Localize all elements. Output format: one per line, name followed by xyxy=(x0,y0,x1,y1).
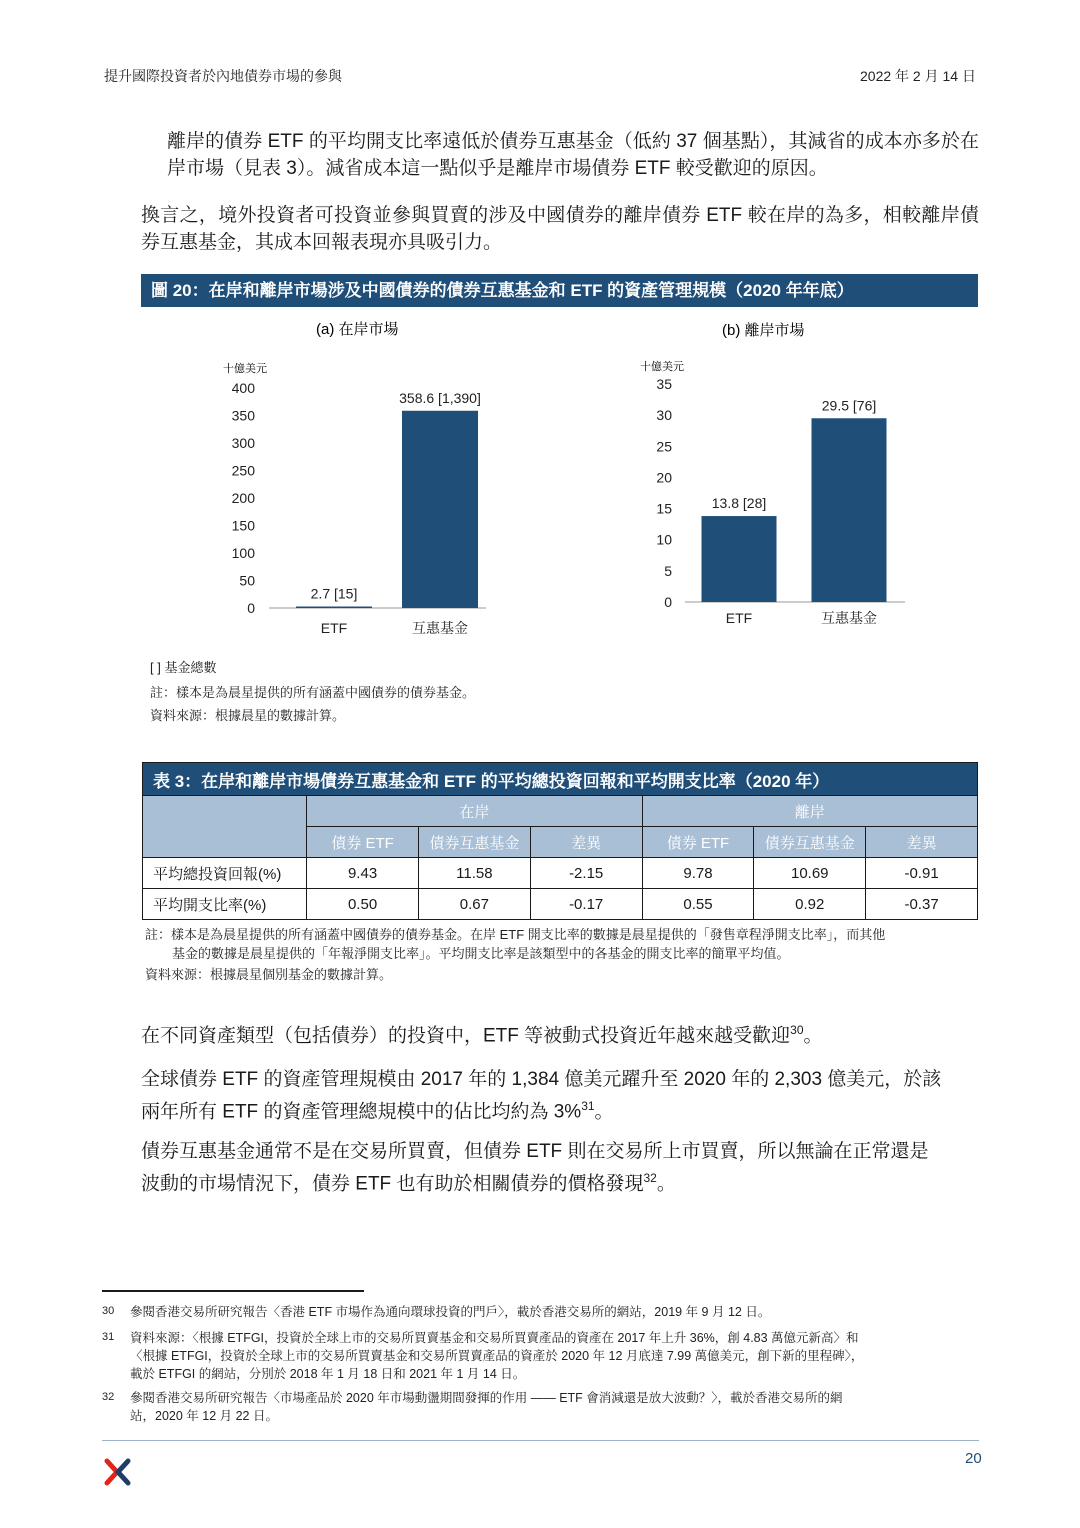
x-category-label: ETF xyxy=(320,620,348,636)
table-cell: 0.50 xyxy=(307,889,419,920)
y-tick-label: 150 xyxy=(231,517,255,534)
bar-1 xyxy=(296,607,372,609)
footnote-number: 30 xyxy=(102,1305,115,1317)
footnote-ref-31: 31 xyxy=(581,1099,595,1113)
footer-rule xyxy=(102,1440,979,1441)
x-category-label: 互惠基金 xyxy=(412,620,468,636)
table-cell: -0.37 xyxy=(866,889,978,920)
table-group-onshore: 在岸 xyxy=(307,796,642,827)
bar-2 xyxy=(402,411,478,608)
footnote-separator xyxy=(102,1290,364,1292)
figure-note: 註：樣本是為晨星提供的所有涵蓋中國債券的債券基金。 xyxy=(150,685,476,700)
y-tick-label: 5 xyxy=(664,562,672,579)
running-header-title: 提升國際投資者於內地債券市場的參與 xyxy=(104,68,342,84)
bar-data-label: 2.7 [15] xyxy=(310,585,358,602)
table-cell: 10.69 xyxy=(754,858,866,889)
paragraph-5 xyxy=(141,1138,928,1197)
table-col-header: 債券互惠基金 xyxy=(754,827,866,858)
chart-offshore xyxy=(560,312,980,642)
footnote-ref-32: 32 xyxy=(643,1171,657,1185)
paragraph-4-line-2: 兩年所有 ETF 的資產管理總規模中的佔比均約為 3% xyxy=(141,1101,582,1123)
table-cell: -0.91 xyxy=(866,858,978,889)
table-cell: 0.55 xyxy=(642,889,754,920)
table-cell: 9.78 xyxy=(642,858,754,889)
table-group-offshore: 離岸 xyxy=(642,796,977,827)
table-row xyxy=(143,889,978,920)
y-tick-label: 50 xyxy=(239,572,255,589)
table-col-header: 債券互惠基金 xyxy=(418,827,530,858)
running-header-date: 2022 年 2 月 14 日 xyxy=(860,68,976,84)
table-corner-cell xyxy=(143,796,307,858)
chart-a-title: (a) 在岸市場 xyxy=(316,321,399,338)
y-tick-label: 300 xyxy=(231,435,255,451)
figure-legend-note: [ ] 基金總數 xyxy=(150,660,217,675)
y-tick-label: 30 xyxy=(656,407,672,424)
paragraph-5-end: 。 xyxy=(656,1173,676,1195)
table-col-header: 債券 ETF xyxy=(642,827,754,858)
y-tick-label: 10 xyxy=(656,531,672,548)
paragraph-4-line-1: 全球債券 ETF 的資產管理規模由 2017 年的 1,384 億美元躍升至 2020 年的 2,303 億美元，於該 xyxy=(141,1069,942,1090)
y-tick-label: 350 xyxy=(231,407,255,424)
table-row xyxy=(143,858,978,889)
paragraph-2: 換言之，境外投資者可投資並參與買賣的涉及中國債券的離岸債券 ETF 較在岸的為多，相較離岸債券互惠基金，其成本回報表現亦具吸引力。 xyxy=(141,205,979,253)
chart-onshore xyxy=(141,312,561,652)
y-tick-label: 400 xyxy=(231,380,255,396)
table-cell: 0.67 xyxy=(418,889,530,920)
y-tick-label: 250 xyxy=(231,462,255,479)
figure-20-title: 圖 20：在岸和離岸市場涉及中國債券的債券互惠基金和 ETF 的資產管理規模（2020 年年底） xyxy=(141,274,978,307)
y-tick-label: 0 xyxy=(247,600,255,616)
bar-2 xyxy=(812,418,887,602)
table-row-label: 平均總投資回報(%) xyxy=(143,858,307,889)
hkex-logo-icon xyxy=(104,1458,132,1490)
footnote-31-line-3: 載於 ETFGI 的網站，分別於 2018 年 1 月 18 日和 2021 年 1 月 14 日。 xyxy=(130,1367,526,1381)
table-note-line-1: 註：樣本是為晨星提供的所有涵蓋中國債券的債券基金。在岸 ETF 開支比率的數據是晨星提供的「發售章程淨開支比率」，而其他 xyxy=(145,927,886,942)
footnote-32-line-1: 參閱香港交易所研究報告〈市場產品於 2020 年市場動盪期間發揮的作用 —— ETF 會消減還是放大波動？〉，載於香港交易所的網 xyxy=(130,1391,843,1405)
table-row-label: 平均開支比率(%) xyxy=(143,889,307,920)
footnote-number: 32 xyxy=(102,1391,115,1403)
y-tick-label: 20 xyxy=(656,469,672,486)
page-number: 20 xyxy=(965,1450,982,1467)
table-cell: 11.58 xyxy=(418,858,530,889)
y-tick-label: 100 xyxy=(231,545,255,561)
table-cell: 0.92 xyxy=(754,889,866,920)
chart-a-ylabel: 十億美元 xyxy=(223,363,267,375)
paragraph-3-end: 。 xyxy=(803,1025,823,1047)
y-tick-label: 35 xyxy=(656,376,672,392)
y-tick-label: 15 xyxy=(656,500,672,517)
chart-b-ylabel: 十億美元 xyxy=(640,361,684,373)
paragraph-3 xyxy=(141,1017,823,1049)
table-col-header: 債券 ETF xyxy=(307,827,419,858)
bar-data-label: 358.6 [1,390] xyxy=(399,389,481,406)
paragraph-3-text: 在不同資產類型（包括債券）的投資中，ETF 等被動式投資近年越來越受歡迎 xyxy=(141,1025,791,1047)
x-category-label: 互惠基金 xyxy=(821,610,877,626)
footnote-ref-30: 30 xyxy=(790,1023,804,1037)
paragraph-5-line-2: 波動的市場情況下，債券 ETF 也有助於相關債券的價格發現 xyxy=(141,1173,644,1195)
table-3 xyxy=(142,762,978,920)
x-category-label: ETF xyxy=(725,610,753,626)
table-col-header: 差異 xyxy=(530,827,642,858)
chart-b-title: (b) 離岸市場 xyxy=(722,322,805,339)
table-col-header: 差異 xyxy=(866,827,978,858)
paragraph-5-line-1: 債券互惠基金通常不是在交易所買賣，但債券 ETF 則在交易所上市買賣，所以無論在正常還是 xyxy=(141,1141,929,1162)
y-tick-label: 0 xyxy=(664,594,672,610)
paragraph-4 xyxy=(141,1066,941,1125)
paragraph-1: 離岸的債券 ETF 的平均開支比率遠低於債券互惠基金（低約 37 個基點），其減省的成本亦多於在岸市場（見表 3）。減省成本這一點似乎是離岸市場債券 ETF 較受歡迎的原因。 xyxy=(167,131,979,179)
footnote-32-line-2: 站，2020 年 12 月 22 日。 xyxy=(130,1409,278,1423)
footnote-31-line-2: 〈根據 ETFGI，投資於全球上市的交易所買賣基金和交易所買賣產品的資產於 2020 年 12 月底達 7.99 萬億美元，創下新的里程碑〉， xyxy=(130,1349,864,1363)
table-cell: -2.15 xyxy=(530,858,642,889)
table-3-title: 表 3：在岸和離岸市場債券互惠基金和 ETF 的平均總投資回報和平均開支比率（2020 年） xyxy=(143,763,978,796)
footnote-30-line: 參閱香港交易所研究報告〈香港 ETF 市場作為通向環球投資的門戶〉，載於香港交易所的網站，2019 年 9 月 12 日。 xyxy=(130,1305,771,1319)
bar-data-label: 29.5 [76] xyxy=(821,397,877,414)
paragraph-4-end: 。 xyxy=(594,1101,614,1123)
table-note-line-2: 基金的數據是晨星提供的「年報淨開支比率」。平均開支比率是該類型中的各基金的開支比率的簡單平均值。 xyxy=(172,946,790,961)
y-tick-label: 200 xyxy=(231,490,255,506)
footnote-number: 31 xyxy=(102,1331,115,1343)
table-source: 資料來源：根據晨星個別基金的數據計算。 xyxy=(145,967,393,982)
bar-1 xyxy=(702,516,777,602)
table-cell: -0.17 xyxy=(530,889,642,920)
footnote-31-line-1: 資料來源：〈根據 ETFGI，投資於全球上市的交易所買賣基金和交易所買賣產品的資產在 2017 年上升 36%，創 4.83 萬億元新高〉和 xyxy=(130,1331,859,1345)
table-cell: 9.43 xyxy=(307,858,419,889)
bar-data-label: 13.8 [28] xyxy=(711,495,767,512)
y-tick-label: 25 xyxy=(656,438,672,455)
figure-source: 資料來源：根據晨星的數據計算。 xyxy=(150,708,346,723)
